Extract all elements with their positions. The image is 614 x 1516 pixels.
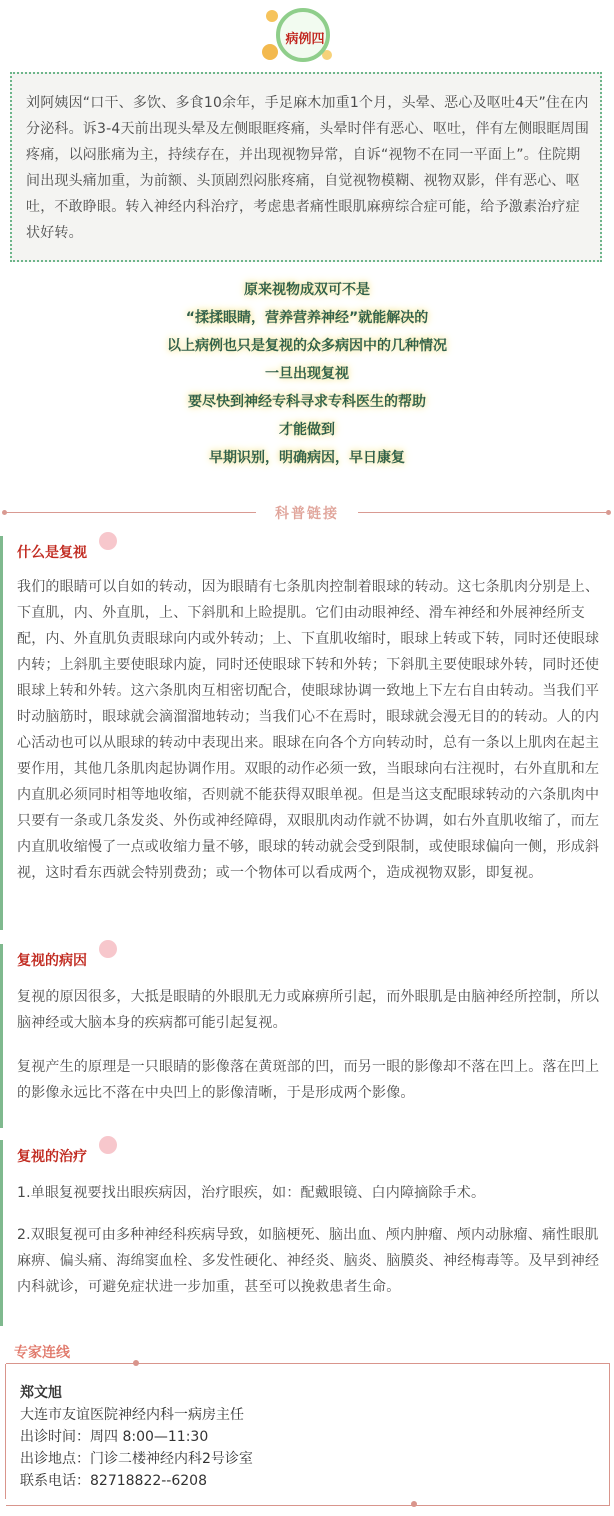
case-badge-label: 病例四: [285, 32, 325, 47]
case-badge: [262, 6, 348, 68]
section-bar: [0, 1140, 3, 1326]
expert-box-left-line: [5, 1364, 6, 1499]
section-bar: [0, 944, 3, 1128]
heading-dot-icon: [99, 940, 117, 958]
section-paragraph: 2.双眼复视可由多种神经科疾病导致，如脑梗死、脑出血、颅内肿瘤、颅内动脉瘤、痛性眼肌麻痹、偏头痛、海绵窦血栓、多发性硬化、神经炎、脑炎、脑膜炎、神经梅毒等。及早到神经内科就诊，可避免症状进一步加重，甚至可以挽救患者生命。: [17, 1227, 600, 1295]
expert-name: 郑文旭: [20, 1385, 62, 1401]
expert-clinic-time: 出诊时间：周四 8:00—11:30: [20, 1429, 209, 1445]
section-causes: [0, 944, 614, 1128]
case-description-box: [10, 72, 602, 262]
expert-info-box: [6, 1363, 610, 1506]
science-link-divider: [0, 503, 614, 523]
divider-line: [358, 512, 608, 513]
section-paragraph: 复视的原因很多，大抵是眼睛的外眼肌无力或麻痹所引起，而外眼肌是由脑神经所控制，所以脑神经或大脑本身的疾病都可能引起复视。: [17, 989, 600, 1031]
divider-title: 科普链接: [275, 506, 339, 522]
expert-position: 大连市友谊医院神经内科一病房主任: [20, 1407, 244, 1423]
expert-box-dot: [133, 1360, 139, 1366]
expert-clinic-place: 出诊地点：门诊二楼神经内科2号诊室: [20, 1451, 253, 1467]
summary-line: 一旦出现复视: [265, 366, 349, 382]
divider-line: [6, 512, 256, 513]
section-paragraph: 复视产生的原理是一只眼睛的影像落在黄斑部的凹，而另一眼的影像却不落在凹上。落在凹上的影像永远比不落在中央凹上的影像清晰，于是形成两个影像。: [17, 1059, 600, 1101]
expert-box-dot: [411, 1501, 417, 1507]
summary-lines: [0, 276, 614, 472]
divider-dot: [606, 510, 611, 515]
summary-line: 才能做到: [279, 422, 335, 438]
summary-line: 早期识别，明确病因，早日康复: [209, 450, 405, 466]
section-heading: 什么是复视: [17, 545, 87, 561]
flower-decoration-icon: [266, 10, 278, 22]
summary-line: 要尽快到神经专科寻求专科医生的帮助: [188, 394, 426, 410]
section-heading: 复视的治疗: [17, 1149, 87, 1165]
section-what-is-diplopia: [0, 536, 614, 930]
section-bar: [0, 536, 3, 930]
section-treatment: [0, 1140, 614, 1326]
case-description-text: 刘阿姨因“口干、多饮、多食10余年，手足麻木加重1个月，头晕、恶心及呕吐4天”住在内分泌科。诉3-4天前出现头晕及左侧眼眶疼痛，头晕时伴有恶心、呕吐，伴有左侧眼眶周围疼痛，以闷胀痛为主，持续存在，并出现视物异常，自诉“视物不在同一平面上”。住院期间出现头痛加重，为前额、头顶剧烈闷胀疼痛，自觉视物模糊、视物双影，伴有恶心、呕吐，不敢睁眼。转入神经内科治疗，考虑患者痛性眼肌麻痹综合症可能，给予激素治疗症状好转。: [26, 95, 590, 241]
summary-line: 以上病例也只是复视的众多病因中的几种情况: [167, 338, 447, 354]
heading-dot-icon: [99, 532, 117, 550]
summary-line: 原来视物成双可不是: [244, 282, 370, 298]
expert-section-title: 专家连线: [14, 1345, 70, 1361]
summary-line: “揉揉眼睛，营养营养神经”就能解决的: [185, 310, 429, 326]
section-paragraph: 1.单眼复视要找出眼疾病因，治疗眼疾，如：配戴眼镜、白内障摘除手术。: [17, 1185, 486, 1201]
expert-phone: 联系电话：82718822--6208: [20, 1473, 207, 1489]
heading-dot-icon: [99, 1136, 117, 1154]
flower-decoration-icon: [262, 44, 278, 60]
section-heading: 复视的病因: [17, 953, 87, 969]
section-paragraph: 我们的眼睛可以自如的转动，因为眼睛有七条肌肉控制着眼球的转动。这七条肌肉分别是上、下直肌，内、外直肌，上、下斜肌和上睑提肌。它们由动眼神经、滑车神经和外展神经所支配，内、外直肌负责眼球向内或外转动；上、下直肌收缩时，眼球上转或下转，同时还使眼球内转；上斜肌主要使眼球内旋，同时还使眼球下转和外转；下斜肌主要使眼球外转，同时还使眼球上转和外转。这六条肌肉互相密切配合，使眼球协调一致地上下左右自由转动。当我们平时动脑筋时，眼球就会滴溜溜地转动；当我们心不在焉时，眼球就会漫无目的的转动。人的内心活动也可以从眼球的转动中表现出来。眼球在向各个方向转动时，总有一条以上肌肉在起主要作用，其他几条肌肉起协调作用。双眼的动作必须一致，当眼球向右注视时，右外直肌和左内直肌必须同时相等地收缩，否则就不能获得双眼单视。但是当这支配眼球转动的六条肌肉中只要有一条或几条发炎、外伤或神经障碍，双眼肌肉动作就不协调，如右外直肌收缩了，而左内直肌收缩慢了一点或收缩力量不够，眼球的转动就会受到限制，或使眼球偏向一侧，形成斜视，这时看东西就会特别费劲；或一个物体可以看成两个，造成视物双影，即复视。: [17, 579, 600, 881]
